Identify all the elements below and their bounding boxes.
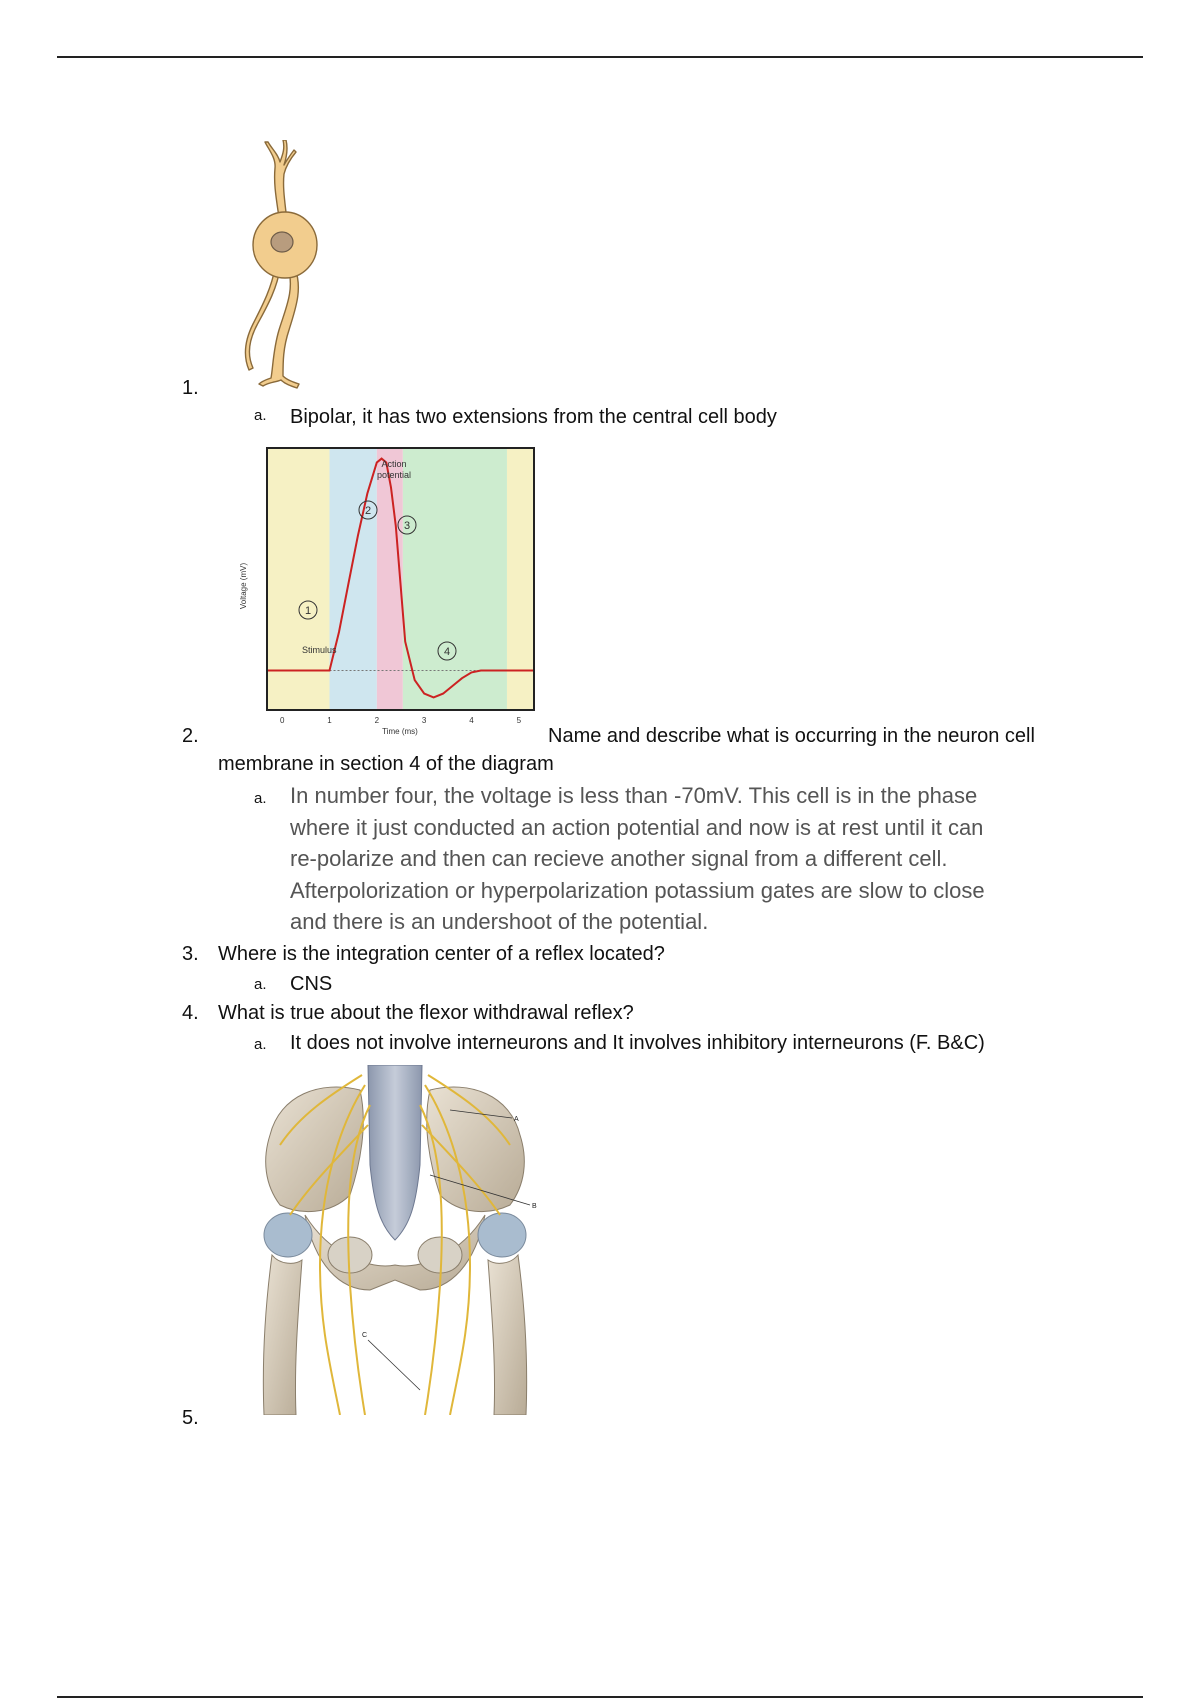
y-axis-label: Voltage (mV): [239, 562, 248, 610]
item-2-answer: [290, 780, 1110, 938]
item-2-answer-line: In number four, the voltage is less than -70mV. This cell is in the phase: [290, 783, 978, 808]
x-tick-label: 0: [279, 716, 285, 725]
page-bottom-rule: [57, 1696, 1143, 1698]
item-3-number: 3.: [182, 943, 199, 965]
item-2-sub-letter: a.: [254, 790, 267, 807]
svg-text:3: 3: [403, 520, 411, 532]
x-tick-label: 5: [516, 716, 522, 725]
svg-text:2: 2: [364, 505, 372, 517]
item-2-question-line1: Name and describe what is occurring in the neuron cell: [548, 725, 1035, 747]
x-tick-label: 2: [374, 716, 380, 725]
page-top-rule: [57, 56, 1143, 58]
item-2-answer-line: Afterpolorization or hyperpolarization potassium gates are slow to close: [290, 877, 985, 903]
figure-label-b: B: [532, 1203, 537, 1210]
item-1-answer: Bipolar, it has two extensions from the central cell body: [290, 406, 777, 428]
item-3-answer: CNS: [290, 973, 333, 995]
figure-label-a: A: [514, 1116, 519, 1123]
item-5-number: 5.: [182, 1407, 199, 1429]
item-4-answer: It does not involve interneurons and It involves inhibitory interneurons (F. B&C): [290, 1032, 985, 1054]
item-2-answer-line: re-polarize and then can recieve another signal from a different cell.: [290, 846, 948, 871]
item-4-number: 4.: [182, 1002, 199, 1024]
item-2-number: 2.: [182, 725, 199, 747]
pelvic-nerves-illustration: [250, 1065, 540, 1415]
stimulus-label: Stimulus: [302, 645, 337, 655]
svg-text:4: 4: [443, 646, 451, 658]
item-1-number: 1.: [182, 377, 199, 399]
item-2-answer-line: and there is an undershoot of the potential.: [290, 909, 709, 934]
bipolar-neuron-illustration: [225, 140, 345, 395]
chart-title-line1: Action: [381, 459, 407, 469]
item-4-question: What is true about the flexor withdrawal reflex?: [218, 1002, 634, 1024]
item-2-question-line2: membrane in section 4 of the diagram: [218, 753, 554, 775]
x-tick-label: 1: [327, 716, 332, 725]
figure-label-c: C: [362, 1332, 368, 1339]
item-1-sub-letter: a.: [254, 407, 267, 424]
action-potential-chart: [232, 442, 542, 742]
item-2-answer-line: where it just conducted an action potential and now is at rest until it can: [290, 814, 984, 840]
x-tick-label: 4: [469, 716, 474, 725]
x-tick-label: 3: [421, 716, 427, 725]
item-3-sub-letter: a.: [254, 976, 267, 993]
item-4-sub-letter: a.: [254, 1036, 267, 1053]
chart-title-line2: potential: [376, 470, 412, 480]
x-axis-label: Time (ms): [382, 727, 418, 736]
item-3-question: Where is the integration center of a reflex located?: [218, 943, 665, 965]
svg-text:1: 1: [304, 605, 312, 617]
